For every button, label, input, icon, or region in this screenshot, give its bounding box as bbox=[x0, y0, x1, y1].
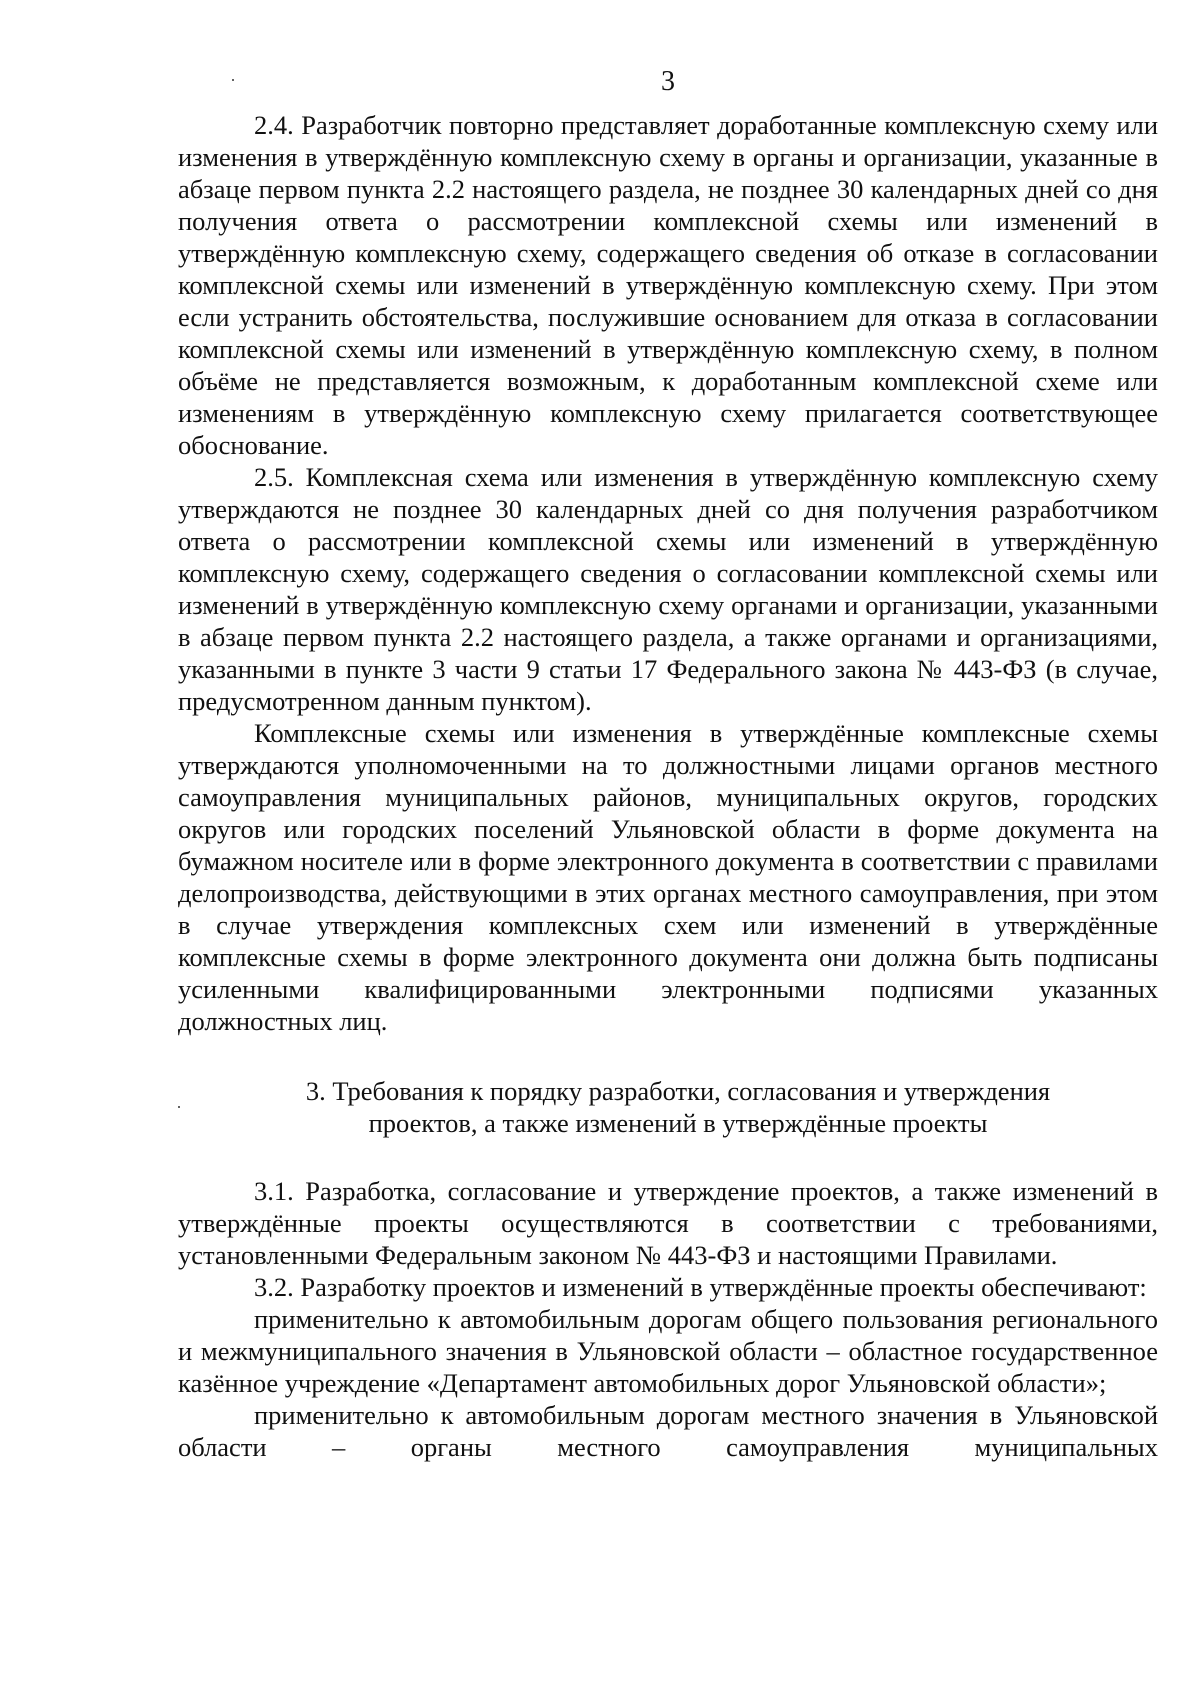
paragraph-2-4: 2.4. Разработчик повторно представляет доработанные комплексную схему или изменения в утверждённую комплексную схему в органы и организации, указанные в абзаце первом пункта 2.2 настоящего раздела, не позднее 30 календарных дней со дня получения ответа о рассмотрении комплексной схемы или изменений в утверждённую комплексную схему, содержащего сведения об отказе в согласовании комплексной схемы или изменений в утверждённую комплексную схему. При этом если устранить обстоятельства, послужившие основанием для отказа в согласовании комплексной схемы или изменений в утверждённую комплексную схему, в полном объёме не представляется возможным, к доработанным комплексной схеме или изменениям в утверждённую комплексную схему прилагается соответствующее обоснование. bbox=[178, 110, 1158, 460]
section-3-heading bbox=[178, 1075, 1158, 1139]
section-3-heading-line-2: проектов, а также изменений в утверждённые проекты bbox=[368, 1108, 988, 1138]
document-body bbox=[178, 109, 1158, 1463]
paragraph-approval: Комплексные схемы или изменения в утверждённые комплексные схемы утверждаются уполномоченными на то должностными лицами органов местного самоуправления муниципальных районов, муниципальных округов, городских округов или городских поселений Ульяновской области в форме документа на бумажном носителе или в форме электронного документа в соответствии с правилами делопроизводства, действующими в этих органах местного самоуправления, при этом в случае утверждения комплексных схем или изменений в утверждённые комплексные схемы в форме электронного документа они должна быть подписаны усиленными квалифицированными электронными подписями указанных должностных лиц. bbox=[178, 718, 1158, 1036]
paragraph-regional-roads: применительно к автомобильным дорогам общего пользования регионального и межмуниципального значения в Ульяновской области – областное государственное казённое учреждение «Департамент автомобильных дорог Ульяновской области»; bbox=[178, 1304, 1158, 1398]
paragraph-2-5: 2.5. Комплексная схема или изменения в утверждённую комплексную схему утверждаются не позднее 30 календарных дней со дня получения разработчиком ответа о рассмотрении комплексной схемы или изменений в утверждённую комплексную схему, содержащего сведения о согласовании комплексной схемы или изменений в утверждённую комплексную схему органами и организации, указанными в абзаце первом пункта 2.2 настоящего раздела, а также органами и организациями, указанными в пункте 3 части 9 статьи 17 Федерального закона № 443-ФЗ (в случае, предусмотренном данным пунктом). bbox=[178, 462, 1158, 716]
paragraph-local-roads: применительно к автомобильным дорогам местного значения в Ульяновской области – органы местного самоуправления муниципальных bbox=[178, 1400, 1158, 1462]
paragraph-3-1: 3.1. Разработка, согласование и утверждение проектов, а также изменений в утверждённые проекты осуществляются в соответствии с требованиями, установленными Федеральным законом № 443-ФЗ и настоящими Правилами. bbox=[178, 1176, 1158, 1270]
paragraph-3-2: 3.2. Разработку проектов и изменений в утверждённые проекты обеспечивают: bbox=[254, 1272, 1147, 1302]
scan-speck bbox=[232, 79, 234, 81]
page-number: 3 bbox=[661, 66, 675, 97]
section-3-heading-line-1: 3. Требования к порядку разработки, согласования и утверждения bbox=[305, 1076, 1051, 1106]
